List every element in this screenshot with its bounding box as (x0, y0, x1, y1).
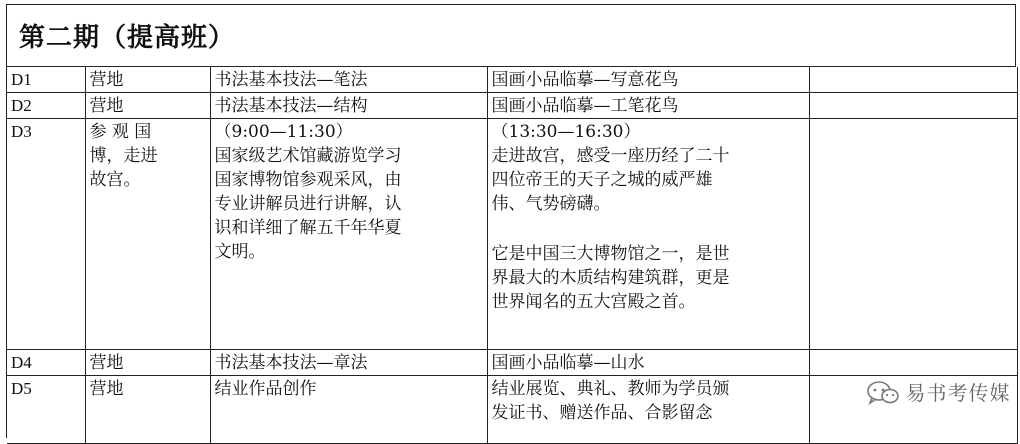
place-cell: 营地 (85, 93, 210, 119)
place-cell: 营地 (85, 67, 210, 93)
day-cell: D1 (7, 67, 85, 93)
page-title: 第二期（提高班） (19, 23, 236, 53)
table-row (7, 67, 1017, 93)
place-cell: 营地 (85, 350, 210, 376)
empty-cell (809, 67, 1017, 93)
place-text: 参 观 国 博，走进 故宫。 (89, 122, 158, 190)
afternoon-cell (487, 376, 809, 444)
place-cell (85, 119, 210, 350)
empty-cell (809, 376, 1017, 444)
afternoon-cell: 国画小品临摹—工笔花鸟 (487, 93, 809, 119)
afternoon-cell: 国画小品临摹—写意花鸟 (487, 67, 809, 93)
table-row (7, 350, 1017, 376)
morning-cell: 书法基本技法—结构 (210, 93, 487, 119)
table-row (7, 93, 1017, 119)
empty-cell (809, 119, 1017, 350)
table-row (7, 376, 1017, 444)
morning-cell: 结业作品创作 (210, 376, 487, 444)
morning-text: （9:00—11:30） 国家级艺术馆藏游览学习 国家博物馆参观采风，由 专业讲解员进行讲解，认 识和详细了解五千年华夏 文明。 (214, 122, 402, 262)
place-cell: 营地 (85, 376, 210, 444)
afternoon-cell: 国画小品临摹—山水 (487, 350, 809, 376)
watermark (866, 380, 1011, 406)
schedule-document (6, 4, 1016, 438)
afternoon-cell (487, 119, 809, 350)
afternoon-text-2: 它是中国三大博物馆之一，是世 界最大的木质结构建筑群，更是 世界闻名的五大宫殿之首。 (491, 244, 730, 312)
title-row (7, 5, 1016, 67)
day-cell: D5 (7, 376, 85, 444)
wechat-icon (866, 380, 900, 406)
afternoon-text: 结业展览、典礼、教师为学员颁 发证书、赠送作品、合影留念 (491, 379, 730, 423)
watermark-text: 易书考传媒 (905, 381, 1011, 405)
day-cell: D3 (7, 119, 85, 350)
morning-cell: 书法基本技法—章法 (210, 350, 487, 376)
afternoon-text-1: （13:30—16:30） 走进故宫，感受一座历经了二十 四位帝王的天子之城的威严雄 伟、气势磅礴。 (491, 122, 730, 214)
day-cell: D2 (7, 93, 85, 119)
table-row (7, 119, 1017, 350)
day-cell: D4 (7, 350, 85, 376)
empty-cell (809, 93, 1017, 119)
morning-cell (210, 119, 487, 350)
empty-cell (809, 350, 1017, 376)
morning-cell: 书法基本技法—笔法 (210, 67, 487, 93)
schedule-table (7, 67, 1018, 444)
